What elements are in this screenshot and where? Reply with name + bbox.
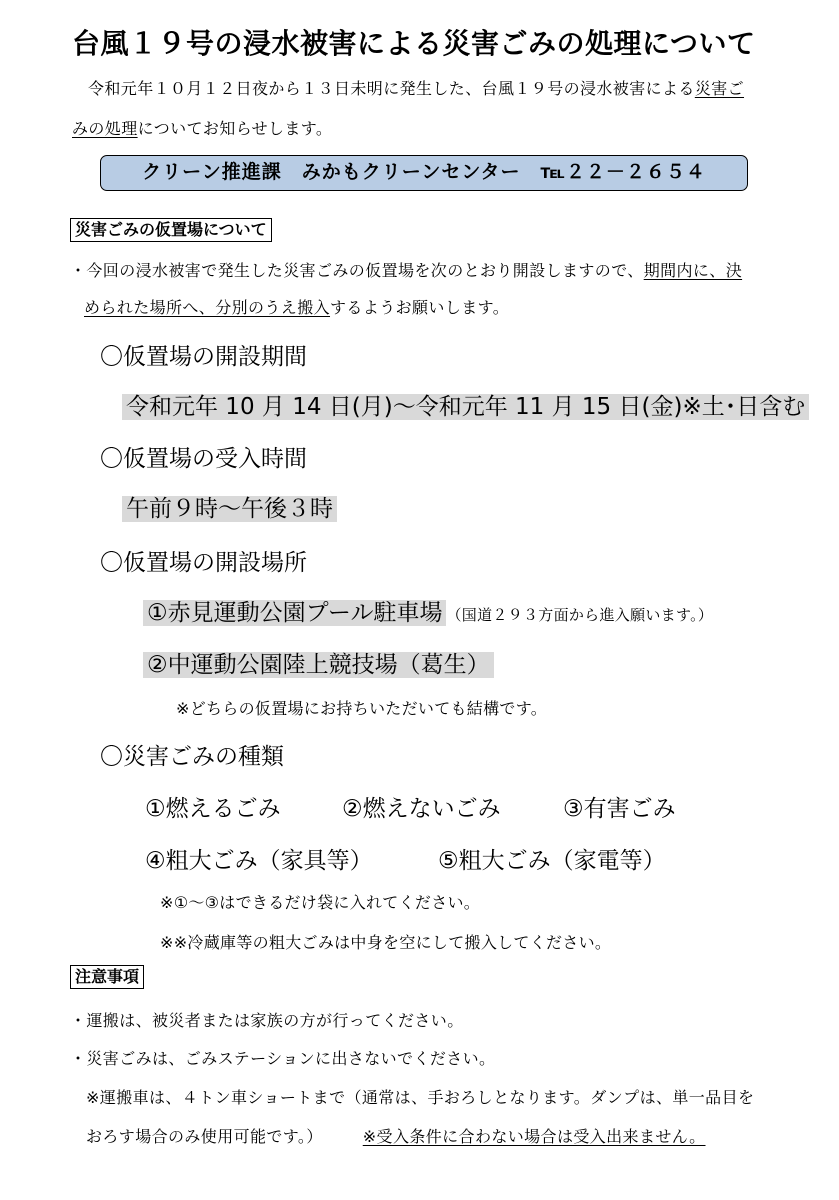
type-item: ⑤粗大ごみ（家電等） [438,848,666,874]
type-item: ④粗大ごみ（家具等） [145,848,373,874]
type-item: ②燃えないごみ [342,796,501,822]
locations-heading: 〇仮置場の開設場所 [100,550,307,576]
type-item: ③有害ごみ [563,796,676,822]
types-note-1: ※①～③はできるだけ袋に入れてください。 [160,893,481,912]
types-note-2: ※※冷蔵庫等の粗大ごみは中身を空にして搬入してください。 [160,933,612,952]
types-heading: 〇災害ごみの種類 [100,744,284,770]
caution-item-1: ・運搬は、被災者または家族の方が行ってください。 [70,1011,464,1030]
location-site-2: ②中運動公園陸上競技場（葛生） [143,646,494,679]
intro-line-2: みの処理についてお知らせします。 [72,119,333,138]
contact-box: クリーン推進課 みかもクリーンセンター ℡２２－２６５４ [100,155,748,191]
page-title: 台風１９号の浸水被害による災害ごみの処理について [72,27,756,60]
temp-site-text-line-2: められた場所へ、分別のうえ搬入するようお願いします。 [84,298,510,317]
caution-note-line-1: ※運搬車は、４トン車ショートまで（通常は、手おろしとなります。ダンプは、単一品目を [86,1088,755,1107]
caution-note-line-2: おろす場合のみ使用可能です。） ※受入条件に合わない場合は受入出来ません。 [86,1127,706,1146]
caution-item-2: ・災害ごみは、ごみステーションに出さないでください。 [70,1049,496,1068]
intro-underlined-text: みの処理 [72,119,138,138]
intro-line-1: 令和元年１０月１２日夜から１３日未明に発生した、台風１９号の浸水被害による災害ご [88,79,745,98]
hours-heading: 〇仮置場の受入時間 [100,446,307,472]
hours-value: 午前９時～午後３時 [122,490,337,523]
location-site-1-note: （国道２９３方面から進入願います。） [446,606,714,624]
intro-underlined-text: 災害ご [694,79,745,98]
section-heading-temp-site: 災害ごみの仮置場について [70,218,272,242]
type-item: ①燃えるごみ [145,796,281,822]
period-heading: 〇仮置場の開設期間 [100,344,307,370]
temp-site-underlined-text: 期間内に、決 [643,261,743,280]
period-value: 令和元年 10 月 14 日(月)～令和元年 11 月 15 日(金)※土･日含む [122,388,809,421]
temp-site-text-line-1: ・今回の浸水被害で発生した災害ごみの仮置場を次のとおり開設しますので、期間内に、決 [70,261,743,280]
location-site-1: ①赤見運動公園プール駐車場 （国道２９３方面から進入願います。） [143,594,713,627]
locations-note: ※どちらの仮置場にお持ちいただいても結構です。 [176,699,548,718]
temp-site-underlined-text: められた場所へ、分別のうえ搬入 [84,298,331,317]
cautions-heading: 注意事項 [70,965,144,989]
caution-underlined-text: ※受入条件に合わない場合は受入出来ません。 [362,1127,706,1146]
